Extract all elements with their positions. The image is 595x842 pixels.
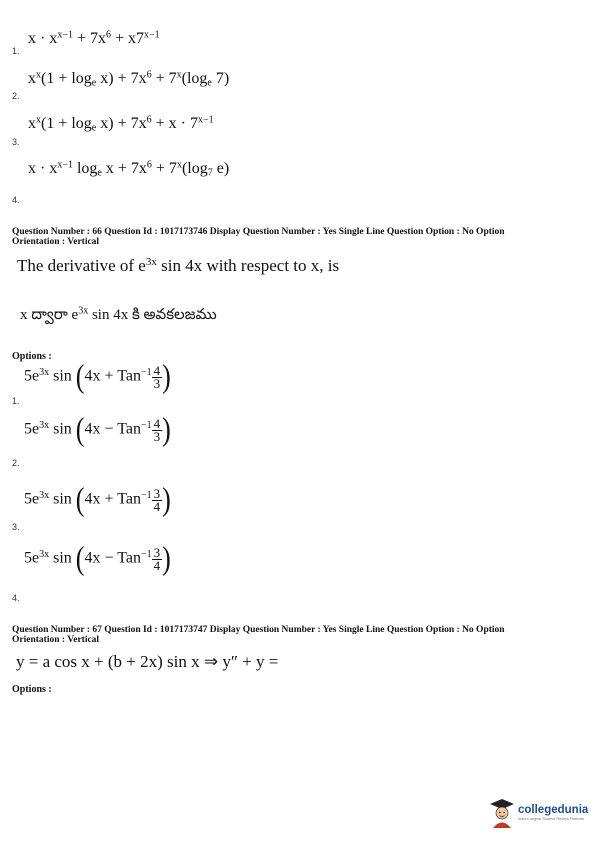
logo-wordmark: collegedunia bbox=[518, 804, 589, 816]
q67-header bbox=[12, 625, 582, 645]
logo-tagline: India's largest Student Review Platform bbox=[518, 817, 585, 821]
student-mascot-icon bbox=[489, 798, 515, 828]
prev-option-1-expression: $x \cdot x^{x-1} + 7x^6 + x7^{x-1}$ bbox=[28, 29, 160, 47]
q66-option-1-expression[interactable]: $5e^{3x}$ sin (4x + Tan$^{-1}$ $\frac{4}{3}$ ) bbox=[24, 358, 171, 395]
q66-option-2-number: 2. bbox=[12, 458, 20, 468]
q67-question-text: y = a cos x + (b + 2x) sin x ⇒ y″ + y = bbox=[16, 652, 279, 671]
collegedunia-logo bbox=[489, 798, 588, 828]
prev-option-1-number: 1. bbox=[12, 46, 20, 56]
q66-option-1-number: 1. bbox=[12, 396, 20, 406]
q67-options-label: Options : bbox=[12, 684, 52, 695]
prev-option-3-expression: $x^x(1 + \log_e x) + 7x^6 + x \cdot 7^{x-1}$ bbox=[28, 114, 214, 134]
q66-header-line1: Question Number : 66 Question Id : 1017173746 Display Question Number : Yes Single Line Question Option : No Option bbox=[12, 227, 505, 237]
prev-option-2-expression: $x^x(1 + \log_e x) + 7x^6 + 7^x(\log_e$ 7) bbox=[28, 69, 230, 89]
q66-question-text-telugu: x ద్వారా $e^{3x}$ sin 4x కి అవకలజము bbox=[20, 305, 217, 323]
prev-option-4-expression: $x \cdot x^{x-1}$ $\log_e x + 7x^6 + 7^x(\log_7$ e) bbox=[28, 159, 230, 179]
q66-option-3-number: 3. bbox=[12, 522, 20, 532]
q66-option-2-expression[interactable]: $5e^{3x}$ sin (4x − Tan$^{-1}$ $\frac{4}{3}$ ) bbox=[24, 411, 171, 448]
q66-option-4-expression[interactable]: $5e^{3x}$ sin (4x − Tan$^{-1}$ $\frac{3}{4}$ ) bbox=[24, 540, 171, 577]
q66-header-line2: Orientation : Vertical bbox=[12, 237, 100, 247]
prev-option-2-number: 2. bbox=[12, 91, 20, 101]
q67-header-line1: Question Number : 67 Question Id : 1017173747 Display Question Number : Yes Single Line Question Option : No Option bbox=[12, 625, 505, 635]
q66-option-4-number: 4. bbox=[12, 593, 20, 603]
prev-option-4-number: 4. bbox=[12, 195, 20, 205]
prev-option-3-number: 3. bbox=[12, 137, 20, 147]
q66-question-text-english: The derivative of $e^{3x}$ sin 4x with respect to x, is bbox=[17, 255, 340, 275]
q67-header-line2: Orientation : Vertical bbox=[12, 635, 100, 645]
q66-options-label: Options : bbox=[12, 351, 52, 362]
q66-header bbox=[12, 227, 582, 247]
q66-option-3-expression[interactable]: $5e^{3x}$ sin (4x + Tan$^{-1}$ $\frac{3}{4}$ ) bbox=[24, 481, 171, 518]
